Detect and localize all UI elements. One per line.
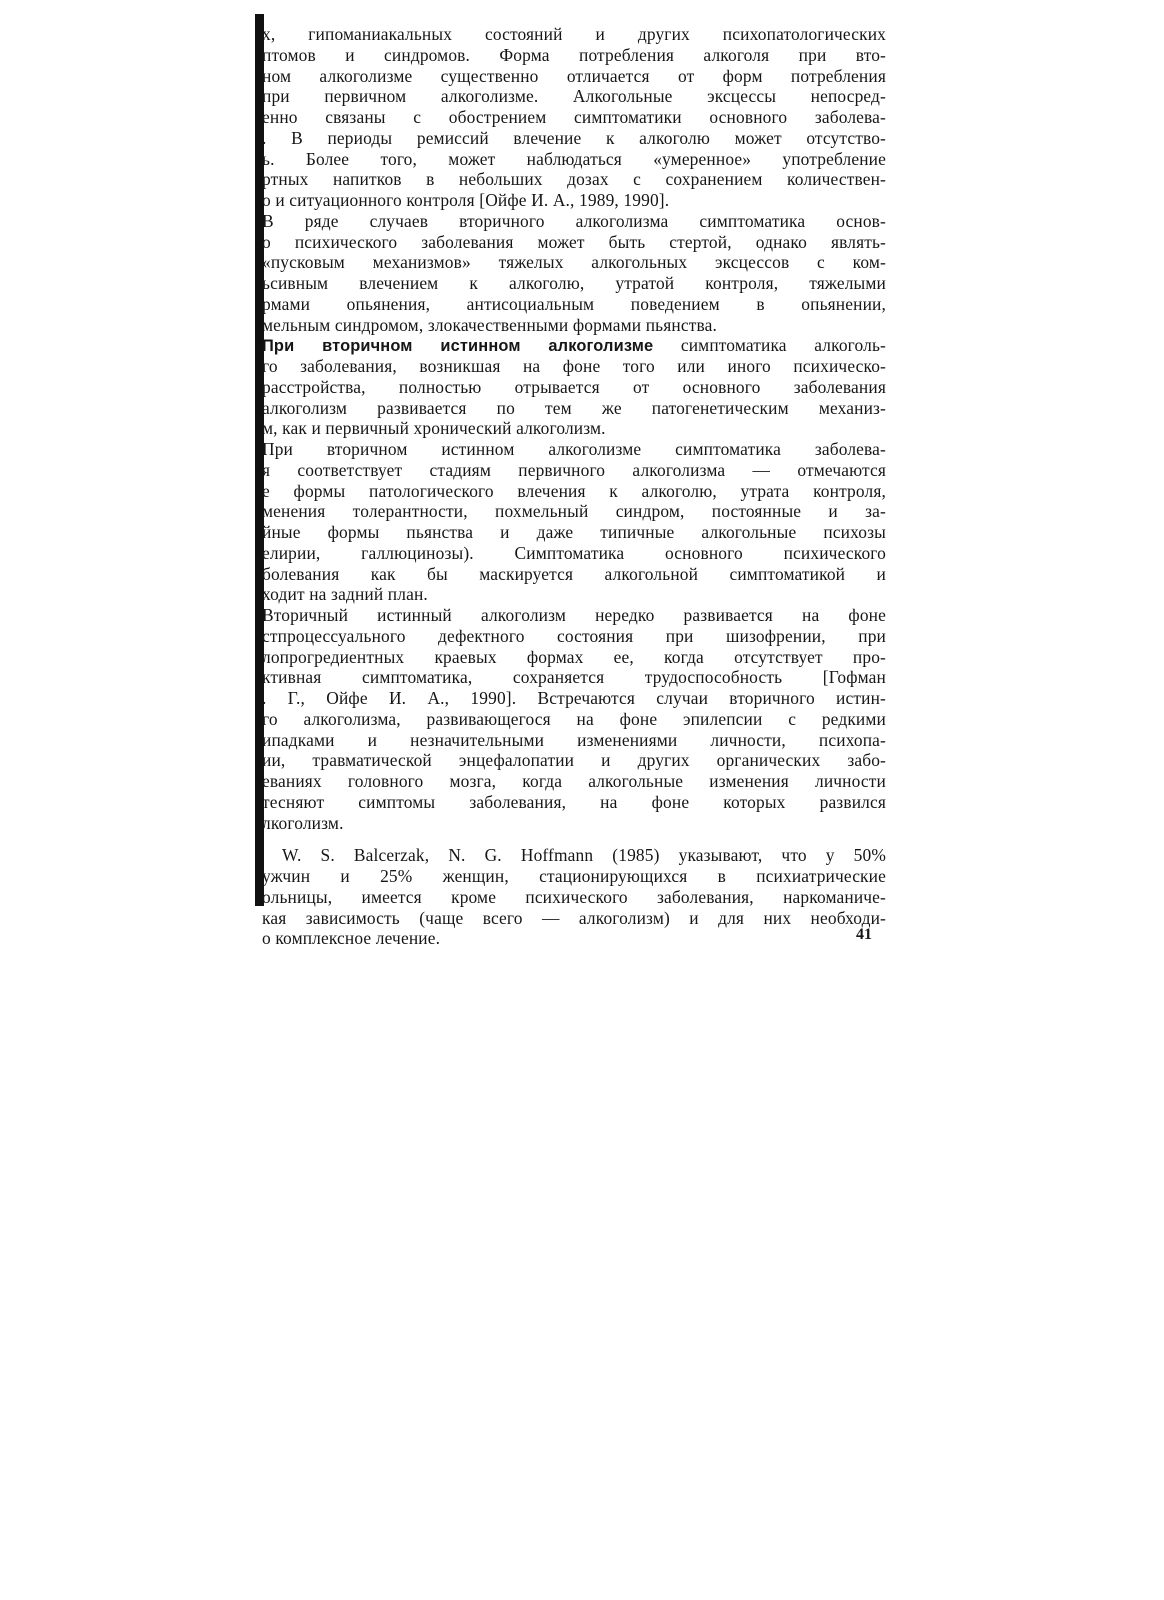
text-line: тесняют симптомы заболевания, на фоне которых развился bbox=[262, 791, 886, 812]
text-line: ртных напитков в небольших дозах с сохранением количествен- bbox=[262, 169, 886, 190]
text-line: лопрогредиентных краевых формах ее, когда отсутствует про- bbox=[262, 646, 886, 667]
paragraph-4 bbox=[262, 439, 886, 605]
text-line: го алкоголизма, развивающегося на фоне эпилепсии с редкими bbox=[262, 708, 886, 729]
text-line: кая зависимость (чаще всего — алкоголизм) и для них необходи- bbox=[262, 907, 886, 928]
text-line: мельным синдромом, злокачественными формами пьянства. bbox=[262, 314, 717, 335]
text-line: лкоголизм. bbox=[262, 812, 344, 833]
text-line: болевания как бы маскируется алкогольной симптоматикой и bbox=[262, 563, 886, 584]
text-line: менения толерантности, похмельный синдром, постоянные и за- bbox=[262, 501, 886, 522]
page-number: 41 bbox=[856, 926, 872, 943]
paragraph-5 bbox=[262, 605, 886, 833]
text-line: рмами опьянения, антисоциальным поведением в опьянении, bbox=[262, 293, 886, 314]
text-run: симптоматика алкоголь- bbox=[653, 335, 886, 356]
text-line: стпроцессуального дефектного состояния при шизофрении, при bbox=[262, 625, 886, 646]
text-line: елирии, галлюцинозы). Симптоматика основного психического bbox=[262, 542, 886, 563]
text-line: «пусковым механизмов» тяжелых алкогольных эксцессов с ком- bbox=[262, 252, 886, 273]
text-line: о комплексное лечение. bbox=[262, 928, 441, 949]
paragraph-2 bbox=[262, 211, 886, 336]
text-line: при первичном алкоголизме. Алкогольные эксцессы непосред- bbox=[262, 86, 886, 107]
text-line: м, как и первичный хронический алкоголизм. bbox=[262, 418, 606, 439]
text-line: В ряде случаев вторичного алкоголизма симптоматика основ- bbox=[262, 210, 886, 231]
text-line: W. S. Balcerzak, N. G. Hoffmann (1985) указывают, что у 50% bbox=[282, 845, 886, 866]
paragraph-1 bbox=[262, 24, 886, 211]
text-line: Вторичный истинный алкоголизм нередко развивается на фоне bbox=[262, 605, 886, 625]
text-line: я соответствует стадиям первичного алкоголизма — отмечаются bbox=[262, 459, 886, 480]
text-line: При вторичном истинном алкоголизме симптоматика заболева- bbox=[262, 439, 886, 459]
text-line: ходит на задний план. bbox=[262, 584, 428, 605]
text-line: ии, травматической энцефалопатии и других органических забо- bbox=[262, 750, 886, 771]
text-line: . В периоды ремиссий влечение к алкоголю может отсутство- bbox=[262, 127, 886, 148]
text-line: ном алкоголизме существенно отличается от форм потребления bbox=[262, 65, 886, 86]
text-line: расстройства, полностью отрывается от основного заболевания bbox=[262, 376, 886, 397]
text-line: ь. Более того, может наблюдаться «умеренное» употребление bbox=[262, 148, 886, 169]
text-line: ьсивным влечением к алкоголю, утратой контроля, тяжелыми bbox=[262, 273, 886, 293]
text-line: йные формы пьянства и даже типичные алкогольные психозы bbox=[262, 522, 886, 542]
text-line: птомов и синдромов. Форма потребления алкоголя при вто- bbox=[262, 44, 886, 65]
text-line: х, гипоманиакальных состояний и других психопатологических bbox=[262, 24, 886, 44]
body-text bbox=[262, 24, 886, 949]
text-line: е формы патологического влечения к алкоголю, утрата контроля, bbox=[262, 480, 886, 501]
text-line: . Г., Ойфе И. А., 1990]. Встречаются случаи вторичного истин- bbox=[262, 688, 886, 708]
text-line bbox=[262, 335, 886, 356]
text-line: ужчин и 25% женщин, стационирующихся в психиатрические bbox=[262, 866, 886, 886]
paragraph-3 bbox=[262, 335, 886, 439]
text-line: ольницы, имеется кроме психического заболевания, наркоманиче- bbox=[262, 886, 886, 907]
bold-lead-phrase: При вторичном истинном алкоголизме bbox=[262, 337, 654, 356]
text-line: го заболевания, возникшая на фоне того или иного психическо- bbox=[262, 356, 886, 376]
text-line: ипадками и незначительными изменениями личности, психопа- bbox=[262, 729, 886, 750]
text-line: алкоголизм развивается по тем же патогенетическим механиз- bbox=[262, 397, 886, 418]
paragraph-gap bbox=[262, 833, 886, 845]
paragraph-6 bbox=[262, 845, 886, 949]
text-line: о психического заболевания может быть стертой, однако являть- bbox=[262, 231, 886, 252]
text-line: ктивная симптоматика, сохраняется трудоспособность [Гофман bbox=[262, 667, 886, 688]
text-line: о и ситуационного контроля [Ойфе И. А., 1989, 1990]. bbox=[262, 190, 670, 210]
text-line: еваниях головного мозга, когда алкогольные изменения личности bbox=[262, 771, 886, 791]
text-line: енно связаны с обострением симптоматики основного заболева- bbox=[262, 107, 886, 127]
